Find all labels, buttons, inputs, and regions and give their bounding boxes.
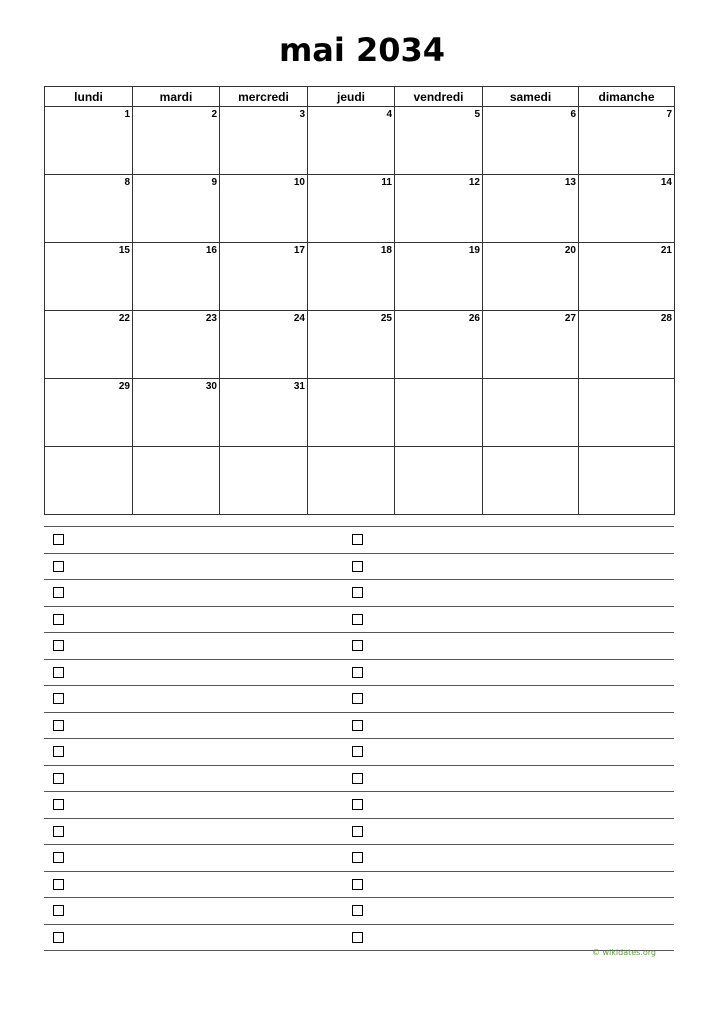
calendar-day-cell[interactable] [133,175,220,243]
calendar-day-cell[interactable] [308,107,395,175]
checkbox[interactable] [352,799,363,810]
todo-row [44,712,674,739]
day-number: 2 [211,109,217,120]
weekday-header: mardi [133,87,220,107]
day-number: 13 [564,177,576,188]
day-number: 10 [293,177,305,188]
checkbox[interactable] [352,773,363,784]
day-number: 23 [205,313,217,324]
day-number: 1 [124,109,130,120]
todo-list [44,526,674,951]
calendar-day-cell[interactable] [395,311,483,379]
checkbox[interactable] [352,667,363,678]
calendar-day-cell[interactable] [579,107,675,175]
day-number: 27 [564,313,576,324]
todo-row [44,844,674,871]
calendar-day-cell[interactable] [308,175,395,243]
weekday-header-row [45,87,675,107]
calendar-day-cell[interactable] [220,311,308,379]
calendar-day-cell[interactable] [220,175,308,243]
calendar-grid [44,86,675,515]
calendar-day-cell[interactable] [308,447,395,515]
calendar-week-row [45,175,675,243]
todo-row [44,632,674,659]
calendar-day-cell[interactable] [133,447,220,515]
checkbox[interactable] [352,693,363,704]
calendar-day-cell[interactable] [395,107,483,175]
calendar-day-cell[interactable] [579,243,675,311]
calendar-day-cell[interactable] [133,107,220,175]
calendar-day-cell[interactable] [45,107,133,175]
todo-row [44,659,674,686]
checkbox[interactable] [53,852,64,863]
day-number: 15 [118,245,130,256]
day-number: 8 [124,177,130,188]
day-number: 12 [468,177,480,188]
calendar-day-cell[interactable] [579,447,675,515]
day-number [133,447,219,449]
todo-row [44,606,674,633]
calendar-day-cell[interactable] [308,243,395,311]
calendar-week-row [45,447,675,515]
day-number: 9 [211,177,217,188]
day-number: 25 [380,313,392,324]
checkbox[interactable] [352,905,363,916]
checkbox[interactable] [352,826,363,837]
calendar-week-row [45,379,675,447]
calendar-week-row [45,243,675,311]
calendar-day-cell[interactable] [395,175,483,243]
calendar-day-cell[interactable] [483,243,579,311]
day-number [579,379,674,381]
calendar-day-cell[interactable] [45,379,133,447]
day-number [308,447,394,449]
todo-row [44,791,674,818]
calendar-day-cell[interactable] [395,447,483,515]
checkbox[interactable] [53,773,64,784]
day-number: 21 [660,245,672,256]
day-number: 29 [118,381,130,392]
todo-row [44,738,674,765]
checkbox[interactable] [352,720,363,731]
calendar-day-cell[interactable] [133,311,220,379]
calendar-day-cell[interactable] [45,175,133,243]
day-number: 31 [293,381,305,392]
calendar-day-cell[interactable] [395,243,483,311]
todo-row [44,526,674,553]
day-number: 19 [468,245,480,256]
calendar-day-cell[interactable] [220,107,308,175]
calendar-day-cell[interactable] [308,379,395,447]
checkbox[interactable] [53,799,64,810]
weekday-header: dimanche [579,87,675,107]
checkbox[interactable] [53,879,64,890]
day-number: 4 [386,109,392,120]
day-number [483,447,578,449]
day-number: 6 [570,109,576,120]
day-number [45,447,132,449]
checkbox[interactable] [53,746,64,757]
page-title: mai 2034 [278,31,446,69]
calendar-day-cell[interactable] [220,447,308,515]
calendar-day-cell[interactable] [308,311,395,379]
calendar-day-cell[interactable] [220,243,308,311]
calendar-day-cell[interactable] [133,243,220,311]
day-number [579,447,674,449]
weekday-header: jeudi [308,87,395,107]
todo-row [44,685,674,712]
checkbox[interactable] [352,932,363,943]
calendar-day-cell[interactable] [579,311,675,379]
weekday-header: mercredi [220,87,308,107]
weekday-header: lundi [45,87,133,107]
todo-row [44,818,674,845]
calendar-day-cell[interactable] [483,311,579,379]
checkbox[interactable] [352,746,363,757]
checkbox[interactable] [352,534,363,545]
day-number [220,447,307,449]
checkbox[interactable] [53,561,64,572]
calendar-day-cell[interactable] [395,379,483,447]
checkbox[interactable] [53,826,64,837]
checkbox[interactable] [53,614,64,625]
todo-row [44,924,674,952]
calendar-day-cell[interactable] [220,379,308,447]
calendar-day-cell[interactable] [45,447,133,515]
day-number: 11 [381,177,392,188]
day-number: 18 [380,245,392,256]
day-number: 16 [205,245,217,256]
checkbox[interactable] [352,561,363,572]
footer-credit: © wikidates.org [591,948,656,957]
checkbox[interactable] [53,693,64,704]
checkbox[interactable] [53,587,64,598]
checkbox[interactable] [53,932,64,943]
day-number [395,447,482,449]
calendar-day-cell[interactable] [483,379,579,447]
day-number: 30 [205,381,217,392]
day-number: 24 [293,313,305,324]
day-number: 5 [474,109,480,120]
todo-row [44,553,674,580]
day-number: 14 [660,177,672,188]
calendar-day-cell[interactable] [483,447,579,515]
calendar-week-row [45,311,675,379]
day-number: 26 [468,313,480,324]
checkbox[interactable] [352,640,363,651]
calendar-day-cell[interactable] [483,107,579,175]
weekday-header: samedi [483,87,579,107]
calendar-day-cell[interactable] [483,175,579,243]
calendar-day-cell[interactable] [579,379,675,447]
checkbox[interactable] [53,905,64,916]
checkbox[interactable] [53,720,64,731]
checkbox[interactable] [53,640,64,651]
day-number: 20 [564,245,576,256]
day-number [483,379,578,381]
day-number: 28 [660,313,672,324]
day-number: 22 [118,313,130,324]
weekday-header: vendredi [395,87,483,107]
checkbox[interactable] [352,614,363,625]
todo-row [44,579,674,606]
checkbox[interactable] [53,667,64,678]
calendar-week-row [45,107,675,175]
checkbox[interactable] [352,852,363,863]
checkbox[interactable] [53,534,64,545]
checkbox[interactable] [352,587,363,598]
calendar-day-cell[interactable] [579,175,675,243]
todo-row [44,765,674,792]
day-number: 7 [666,109,672,120]
day-number: 3 [299,109,305,120]
todo-row [44,871,674,898]
day-number [308,379,394,381]
day-number: 17 [293,245,305,256]
calendar-day-cell[interactable] [133,379,220,447]
checkbox[interactable] [352,879,363,890]
day-number [395,379,482,381]
calendar-day-cell[interactable] [45,311,133,379]
todo-row [44,897,674,924]
calendar-day-cell[interactable] [45,243,133,311]
